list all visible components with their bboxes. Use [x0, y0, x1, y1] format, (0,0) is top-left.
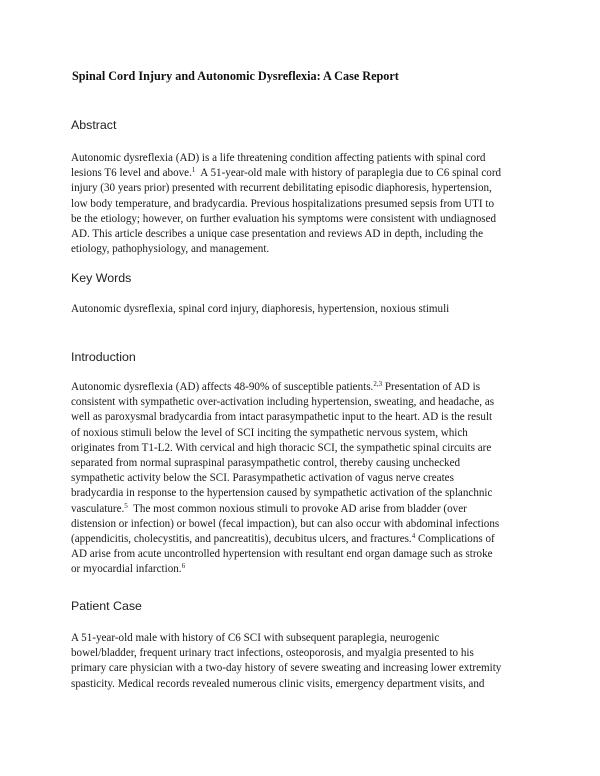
- text-line: [71, 395, 533, 410]
- text-run: be the etiology; however, on further evaluation his symptoms were consistent with undiagnosed: [71, 212, 497, 225]
- text-line: [71, 212, 533, 227]
- text-line: [71, 181, 533, 196]
- citation-superscript: 5: [124, 501, 128, 510]
- abstract-paragraph: [71, 151, 533, 257]
- paper-title: Spinal Cord Injury and Autonomic Dysreflexia: A Case Report: [72, 69, 399, 83]
- text-line: [71, 471, 533, 486]
- keywords-heading: Key Words: [71, 271, 132, 285]
- text-run: primary care physician with a two-day history of severe sweating and increasing lower extremity: [71, 662, 502, 675]
- text-line: [71, 151, 533, 166]
- text-run: A 51-year-old male with history of paraplegia due to C6 spinal cord: [195, 167, 502, 180]
- citation-superscript: 6: [181, 562, 186, 571]
- text-run: etiology, pathophysiology, and management.: [71, 243, 270, 256]
- text-line: [71, 456, 533, 471]
- text-run: AD. This article describes a unique case presentation and reviews AD in depth, including the: [71, 227, 483, 240]
- citation-superscript: 4: [411, 531, 416, 540]
- text-run: of noxious stimuli below the level of SCI inciting the sympathetic nervous system, which: [71, 426, 468, 439]
- text-run: bradycardia in response to the hypertension caused by sympathetic activation of the splanchnic: [71, 487, 493, 500]
- text-run: The most common noxious stimuli to provoke AD arise from bladder (over: [127, 502, 467, 515]
- text-run: separated from normal supraspinal parasympathetic control, thereby causing unchecked: [71, 456, 461, 469]
- text-line: [71, 242, 533, 257]
- text-run: or myocardial infarction.: [71, 563, 182, 576]
- patient-case-heading: Patient Case: [71, 599, 142, 613]
- text-line: [71, 631, 533, 646]
- text-line: [71, 517, 533, 532]
- text-line: [71, 380, 533, 395]
- text-line: [71, 547, 533, 562]
- text-run: low body temperature, and bradycardia. Previous hospitalizations presumed sepsis from UTI to: [71, 197, 494, 210]
- text-run: A 51-year-old male with history of C6 SCI with subsequent paraplegia, neurogenic: [71, 632, 440, 644]
- text-line: [71, 426, 533, 441]
- text-run: distension or infection) or bowel (fecal impaction), but can also occur with abdominal infections: [71, 517, 500, 530]
- introduction-heading: Introduction: [71, 350, 136, 364]
- text-line: [71, 486, 533, 501]
- text-line: [71, 677, 533, 692]
- text-run: spasticity. Medical records revealed numerous clinic visits, emergency department visits, and: [71, 677, 485, 690]
- text-run: originates from T1-L2. With cervical and high thoracic SCI, the sympathetic spinal circuits are: [71, 441, 492, 454]
- text-run: Presentation of AD is: [382, 381, 481, 393]
- text-run: AD arise from acute uncontrolled hypertension with resultant end organ damage such as stroke: [71, 548, 493, 561]
- abstract-heading: Abstract: [71, 118, 117, 132]
- keywords-paragraph: [71, 302, 533, 317]
- text-line: [71, 166, 533, 181]
- text-run: injury (30 years prior) presented with recurrent debilitating episodic diaphoresis, hypertension,: [71, 182, 492, 195]
- text-run: Autonomic dysreflexia (AD) is a life threatening condition affecting patients with spinal cord: [71, 152, 486, 164]
- text-run: Complications of: [415, 532, 495, 545]
- text-line: [71, 197, 533, 212]
- text-run: lesions T6 level and above.: [71, 167, 192, 180]
- text-run: Autonomic dysreflexia, spinal cord injury, diaphoresis, hypertension, noxious stimuli: [71, 303, 450, 315]
- text-line: [71, 227, 533, 242]
- text-line: [71, 441, 533, 456]
- text-line: [71, 502, 533, 517]
- text-line: [71, 532, 533, 547]
- text-run: Autonomic dysreflexia (AD) affects 48-90% of susceptible patients.: [71, 381, 374, 393]
- text-run: well as paroxysmal bradycardia from intact parasympathetic input to the heart. AD is the result: [71, 411, 493, 424]
- text-run: sympathetic activity below the SCI. Parasympathetic activation of vagus nerve creates: [71, 472, 454, 485]
- text-line: [71, 562, 533, 577]
- text-line: [71, 302, 533, 317]
- text-run: vasculature.: [71, 502, 125, 515]
- introduction-paragraph: [71, 380, 533, 577]
- text-run: bowel/bladder, frequent urinary tract infections, osteoporosis, and myalgia presented to his: [71, 647, 474, 660]
- text-run: (appendicitis, cholecystitis, and pancreatitis), decubitus ulcers, and fractures.: [71, 532, 412, 545]
- patient-case-paragraph: [71, 631, 533, 692]
- text-run: consistent with sympathetic over-activation including hypertension, sweating, and headache, as: [71, 396, 495, 409]
- citation-superscript: 1: [191, 166, 196, 175]
- text-line: [71, 410, 533, 425]
- text-line: [71, 646, 533, 661]
- citation-superscript: 2,3: [373, 380, 383, 388]
- text-line: [71, 661, 533, 676]
